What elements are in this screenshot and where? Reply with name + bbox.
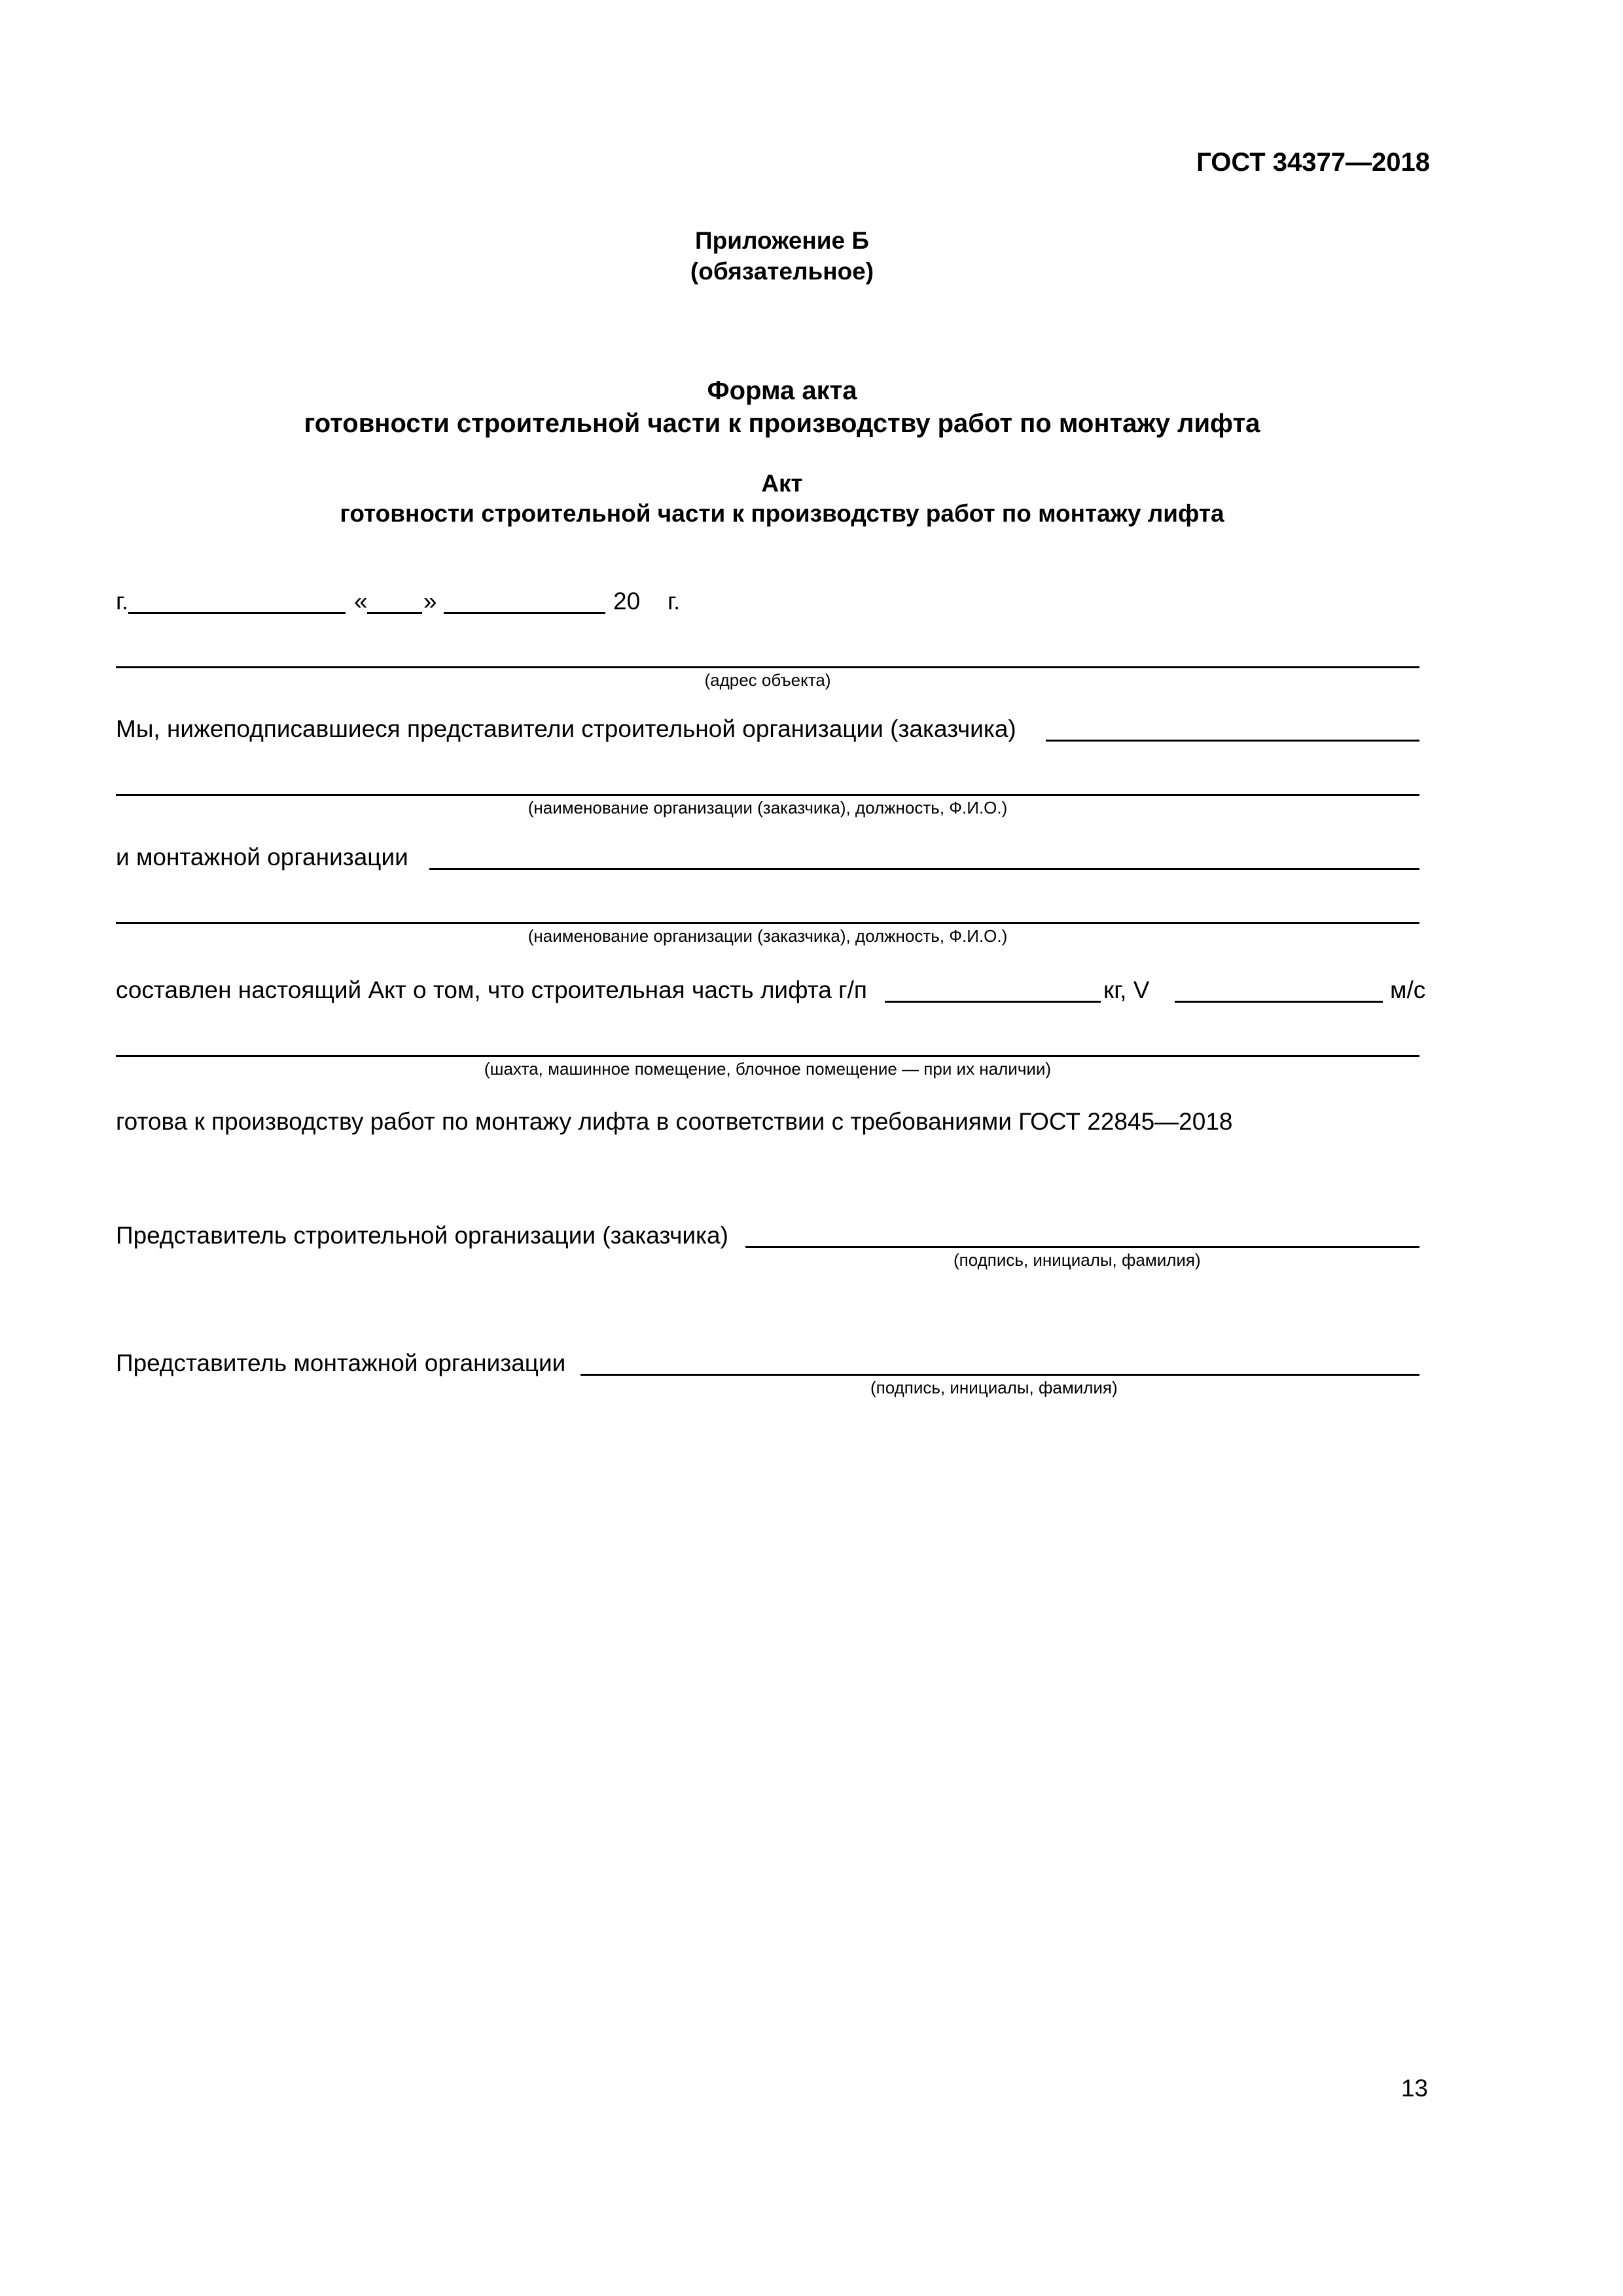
act-title-line2: готовности строительной части к производству работ по монтажу лифта: [340, 500, 1224, 527]
day-field[interactable]: [367, 612, 422, 614]
shaft-field[interactable]: [116, 1055, 1419, 1057]
builder-rep-label: Представитель строительной организации (заказчика): [116, 1222, 728, 1249]
address-caption: (адрес объекта): [704, 670, 831, 690]
appendix-title: Приложение Б: [695, 227, 869, 254]
city-prefix: г.: [116, 588, 129, 615]
signature-caption-2: (подпись, инициалы, фамилия): [870, 1378, 1118, 1397]
month-field[interactable]: [444, 612, 605, 614]
page-number: 13: [1400, 2075, 1428, 2102]
customer-rep-field[interactable]: [1046, 740, 1419, 742]
year-prefix: 20: [613, 588, 641, 615]
mounting-org-field[interactable]: [429, 868, 1419, 870]
we-signed-text: Мы, нижеподписавшиеся представители строительной организации (заказчика): [116, 715, 1016, 742]
address-field[interactable]: [116, 666, 1419, 668]
day-close-quote: »: [423, 588, 437, 615]
mounting-org-field-2[interactable]: [116, 922, 1419, 924]
customer-rep-field-2[interactable]: [116, 794, 1419, 796]
form-title-line2: готовности строительной части к производству работ по монтажу лифта: [304, 409, 1260, 438]
day-open-quote: «: [354, 588, 368, 615]
kg-v-text: кг, V: [1103, 977, 1150, 1003]
builder-signature-field[interactable]: [745, 1246, 1419, 1248]
ready-text: готова к производству работ по монтажу лифта в соответствии с требованиями ГОСТ 22845—2018: [116, 1108, 1233, 1135]
signature-caption-1: (подпись, инициалы, фамилия): [954, 1250, 1201, 1270]
org-customer-caption-2: (наименование организации (заказчика), должность, Ф.И.О.): [527, 926, 1008, 946]
speed-field[interactable]: [1175, 1001, 1383, 1003]
shaft-caption: (шахта, машинное помещение, блочное помещение — при их наличии): [484, 1059, 1052, 1079]
form-title-line1: Форма акта: [707, 376, 857, 405]
standard-number: ГОСТ 34377—2018: [1196, 148, 1430, 177]
and-mounting-text: и монтажной организации: [116, 844, 408, 870]
composed-text: составлен настоящий Акт о том, что строительная часть лифта г/п: [116, 977, 867, 1003]
org-customer-caption-1: (наименование организации (заказчика), должность, Ф.И.О.): [527, 798, 1008, 817]
capacity-field[interactable]: [885, 1001, 1101, 1003]
mounting-signature-field[interactable]: [580, 1374, 1419, 1376]
ms-text: м/с: [1390, 977, 1426, 1003]
appendix-status: (обязательное): [690, 258, 874, 285]
mounting-rep-label: Представитель монтажной организации: [116, 1350, 566, 1376]
act-title-line1: Акт: [761, 470, 803, 497]
city-field[interactable]: [128, 612, 346, 614]
year-suffix: г.: [668, 588, 681, 615]
